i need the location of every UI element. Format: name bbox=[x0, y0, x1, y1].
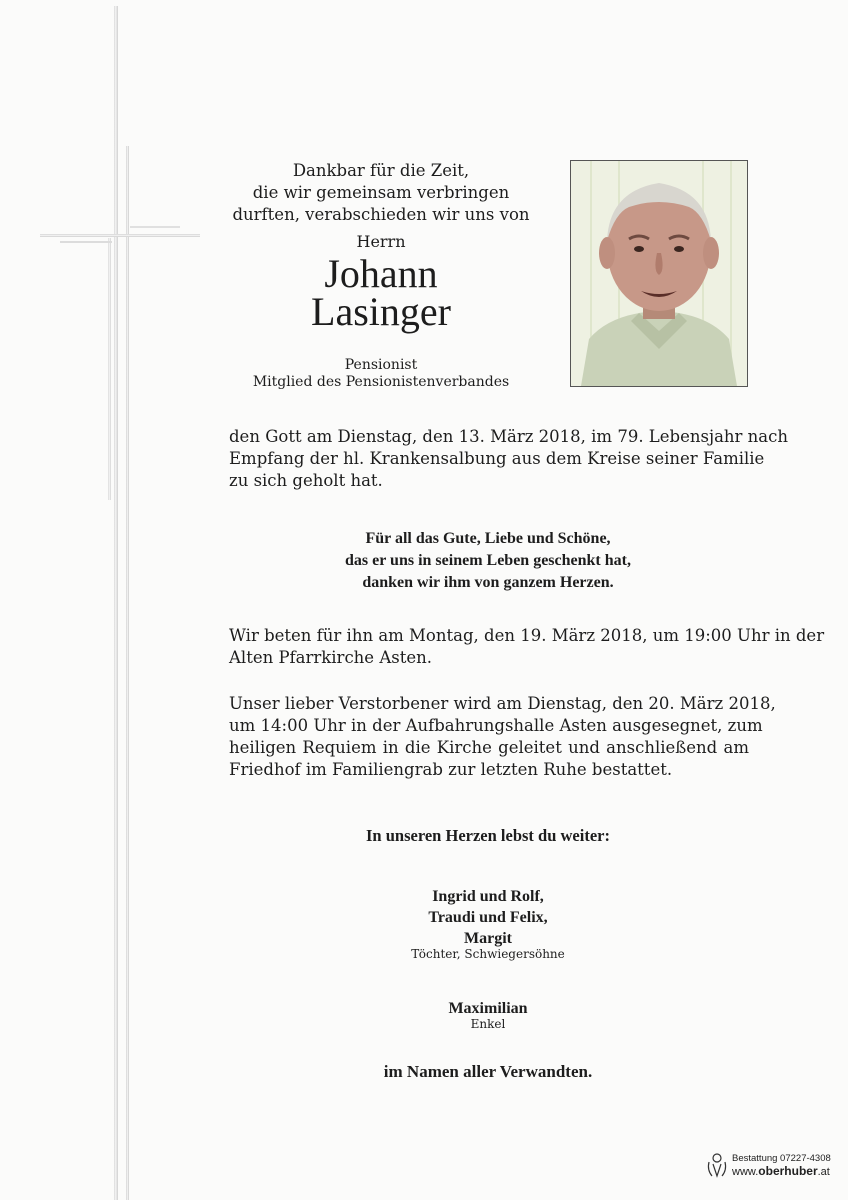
closing-line: im Namen aller Verwandten. bbox=[383, 1062, 593, 1081]
verse bbox=[260, 528, 716, 594]
prayer-line: Alten Pfarrkirche Asten. bbox=[229, 648, 432, 667]
funeral-line: heiligen Requiem in die Kirche geleitet und anschließend am bbox=[229, 738, 749, 757]
portrait-photo bbox=[570, 160, 748, 387]
url-prefix: www. bbox=[732, 1166, 759, 1178]
first-name: Johann bbox=[324, 251, 438, 296]
occupation: Pensionist bbox=[344, 357, 418, 373]
angel-icon bbox=[706, 1152, 728, 1178]
intro-line: Dankbar für die Zeit, bbox=[292, 161, 470, 180]
family-name: Ingrid und Rolf, bbox=[432, 888, 544, 905]
cross-horizontal-beam bbox=[40, 234, 200, 237]
family-names bbox=[300, 886, 676, 949]
prayer-line: Wir beten für ihn am Montag, den 19. März 2018, um 19:00 Uhr in der bbox=[229, 626, 825, 645]
membership: Mitglied des Pensionistenverbandes bbox=[252, 374, 510, 390]
url-brand: oberhuber bbox=[758, 1164, 818, 1178]
grandchild-name: Maximilian bbox=[448, 1000, 528, 1017]
closing-heading: In unseren Herzen lebst du weiter: bbox=[366, 826, 610, 845]
announcement-line: Empfang der hl. Krankensalbung aus dem Kreise seiner Familie bbox=[229, 449, 765, 468]
prayer-paragraph bbox=[229, 625, 825, 669]
funeral-paragraph bbox=[229, 693, 776, 781]
announcement-paragraph bbox=[229, 426, 788, 492]
funeral-line: Unser lieber Verstorbener wird am Dienstag, den 20. März 2018, bbox=[229, 694, 776, 713]
verse-line: Für all das Gute, Liebe und Schöne, bbox=[365, 530, 611, 547]
cross-vertical-beam-shadow bbox=[126, 146, 129, 1200]
portrait-illustration bbox=[571, 161, 747, 386]
cross-vertical-beam-inner bbox=[108, 238, 111, 500]
cross-horizontal-beam-shadow bbox=[60, 241, 112, 243]
intro-line: durften, verabschieden wir uns von bbox=[232, 205, 530, 224]
funeral-line: um 14:00 Uhr in der Aufbahrungshalle Asten ausgesegnet, zum bbox=[229, 716, 763, 735]
deceased-name bbox=[230, 251, 532, 334]
url-suffix: .at bbox=[817, 1166, 830, 1178]
funeral-home-phone: Bestattung 07227-4308 bbox=[732, 1153, 831, 1164]
family-name: Margit bbox=[464, 930, 512, 947]
announcement-line: den Gott am Dienstag, den 13. März 2018, im 79. Lebensjahr nach bbox=[229, 427, 788, 446]
intro-text bbox=[230, 160, 532, 226]
intro-line: die wir gemeinsam verbringen bbox=[252, 183, 510, 202]
funeral-home-logo bbox=[706, 1150, 836, 1190]
announcement-line: zu sich geholt hat. bbox=[229, 471, 383, 490]
funeral-home-url bbox=[732, 1164, 830, 1178]
last-name: Lasinger bbox=[311, 289, 451, 334]
family-relation: Töchter, Schwiegersöhne bbox=[411, 947, 565, 961]
verse-line: das er uns in seinem Leben geschenkt hat, bbox=[345, 552, 631, 569]
grandchild-relation: Enkel bbox=[470, 1017, 506, 1031]
verse-line: danken wir ihm von ganzem Herzen. bbox=[362, 574, 614, 591]
funeral-line: Friedhof im Familiengrab zur letzten Ruhe bestattet. bbox=[229, 760, 673, 779]
cross-horizontal-beam-highlight bbox=[130, 226, 180, 228]
family-name: Traudi und Felix, bbox=[428, 909, 548, 926]
cross-vertical-beam bbox=[114, 6, 118, 1200]
salutation: Herrn bbox=[356, 232, 406, 251]
